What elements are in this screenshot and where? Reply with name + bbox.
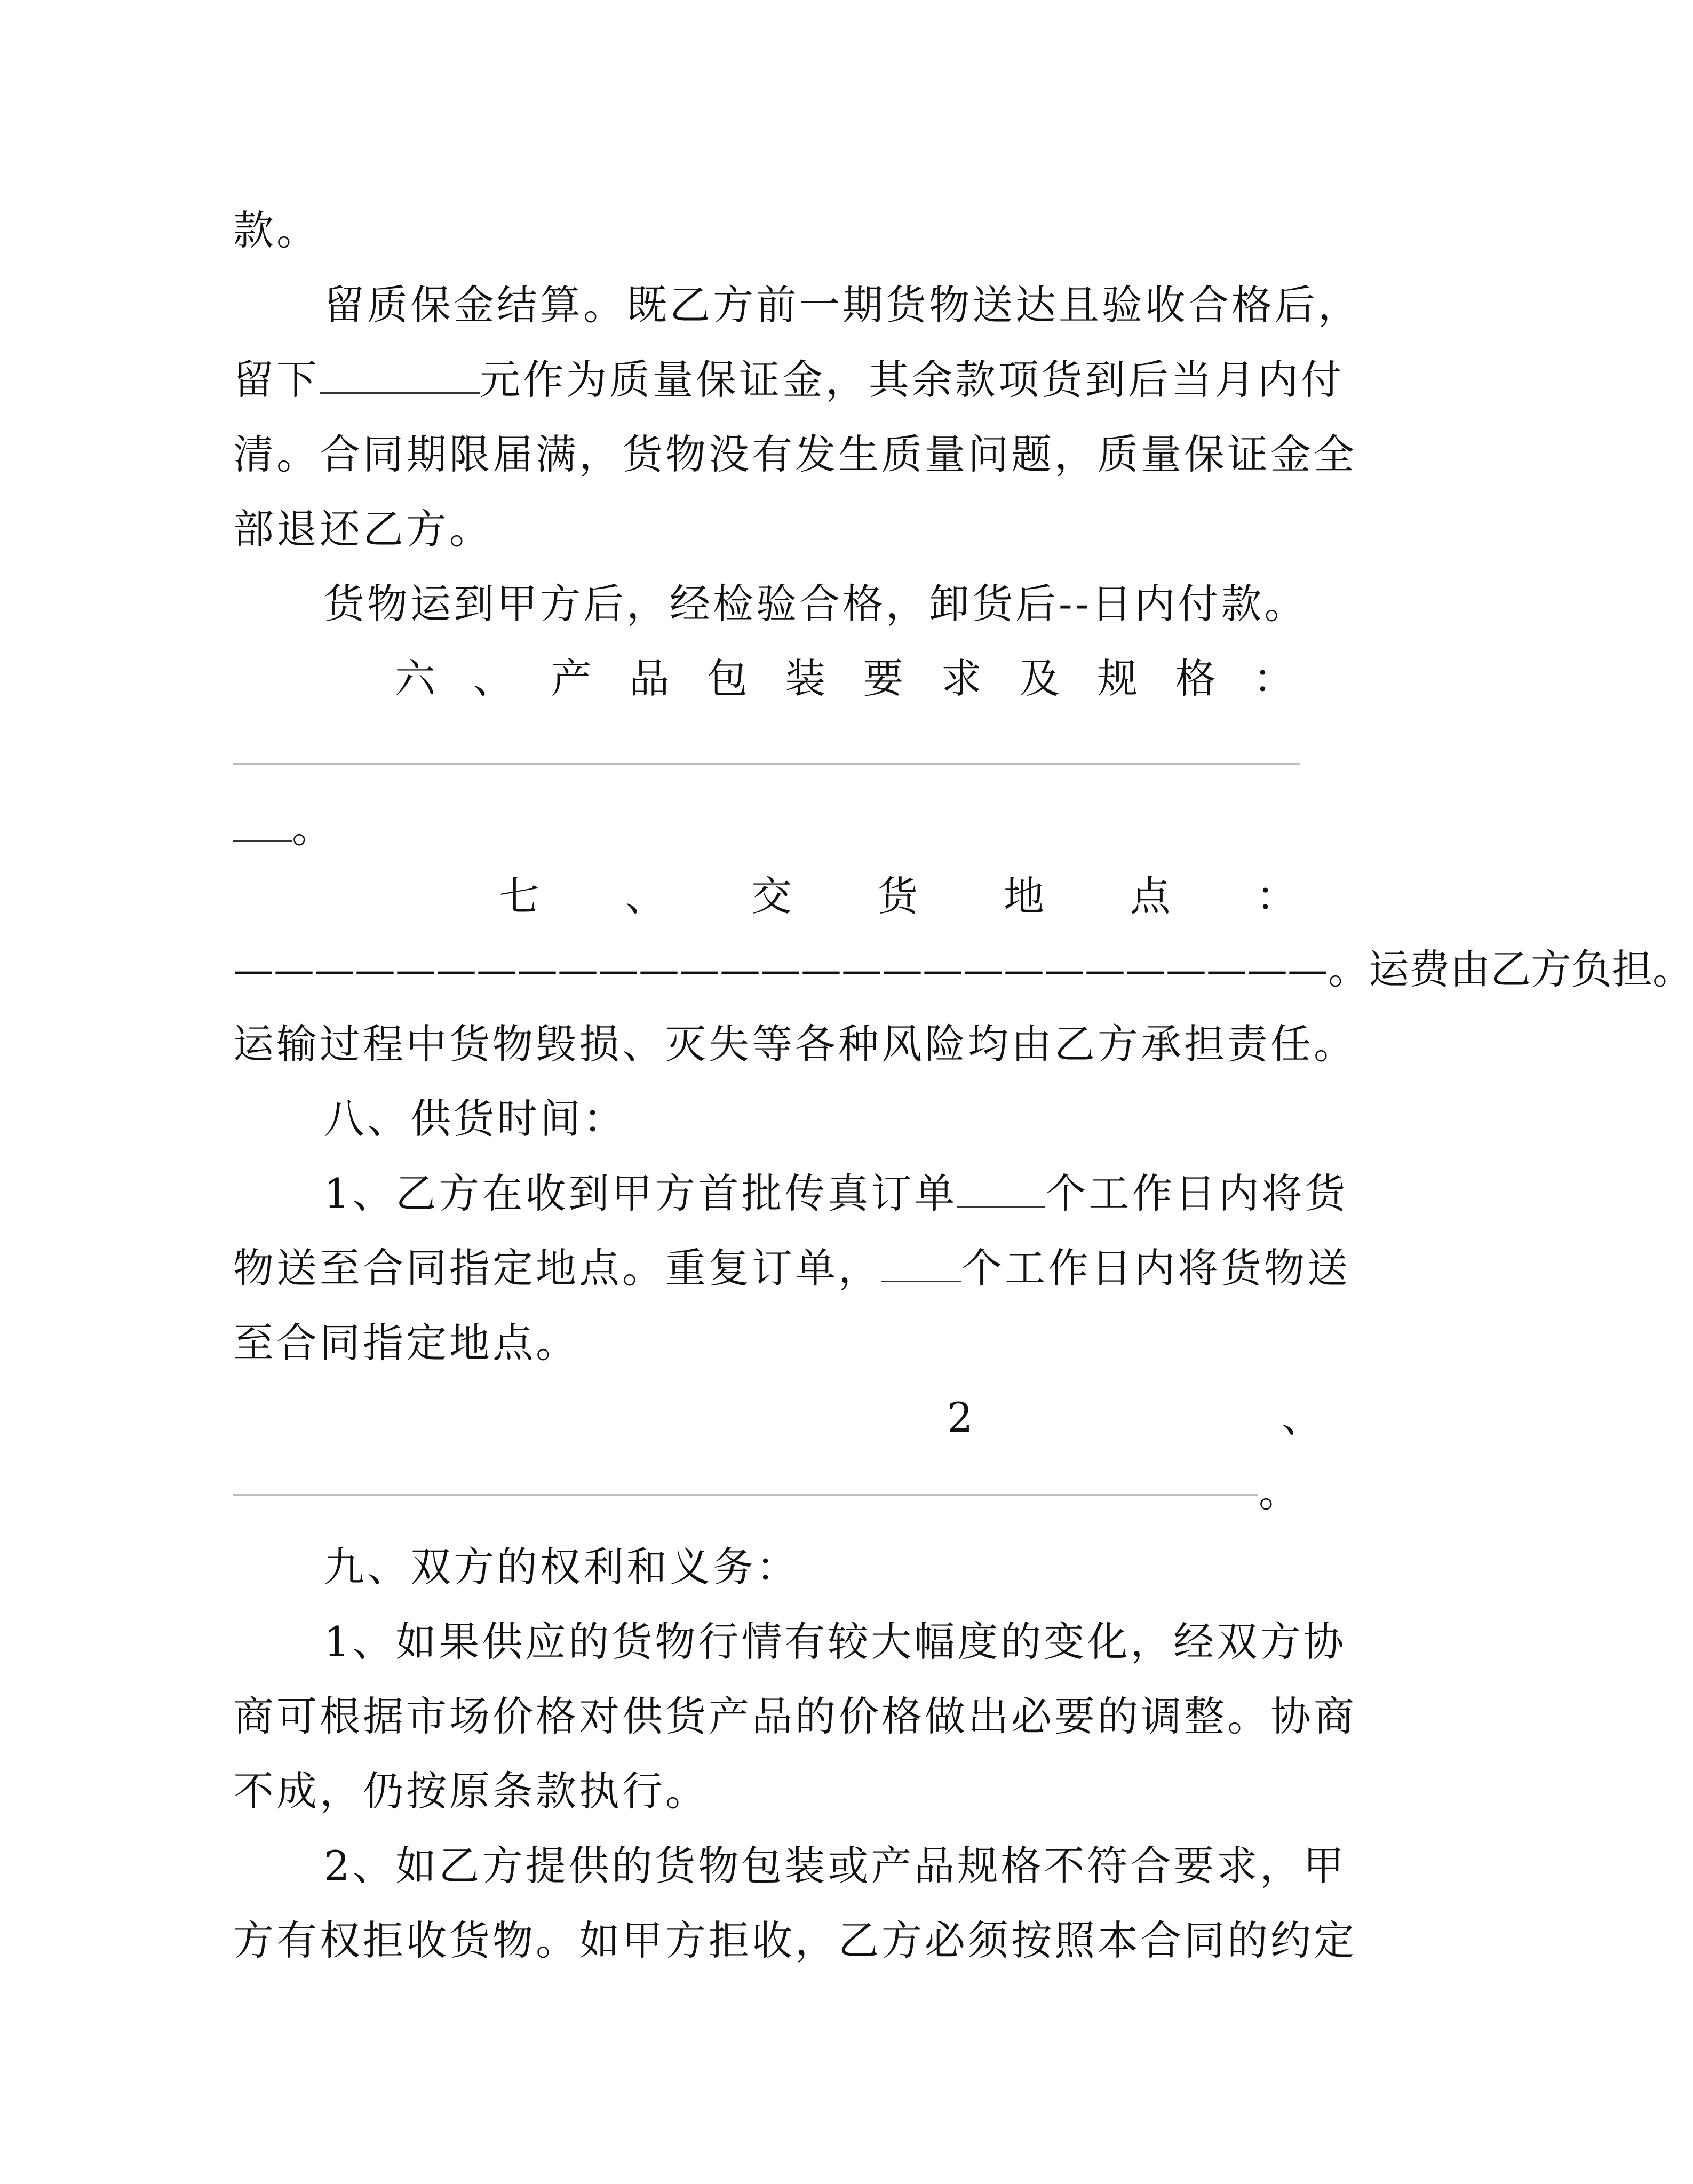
heading-char: 及: [1019, 655, 1063, 702]
fill-in-rule: [233, 763, 1300, 765]
heading-char: 要: [863, 655, 907, 702]
paragraph-line: 1、如果供应的货物行情有较大幅度的变化，经双方协: [324, 1618, 1347, 1665]
text-segment: 。: [1259, 1468, 1302, 1516]
heading-char: 产: [551, 655, 594, 702]
heading-char: 、: [625, 872, 669, 920]
fill-in-blank: [881, 1243, 961, 1282]
paragraph-line: ———————————————————————————。运费由乙方负担。: [233, 946, 1693, 993]
heading-char: 装: [785, 655, 829, 702]
paragraph-line: 部退还乙方。: [233, 505, 492, 553]
paragraph-line: [233, 1378, 1325, 1458]
text-segment: 个工作日内将货物送: [961, 1244, 1350, 1292]
text-segment: 物送至合同指定地点。重复订单，: [233, 1244, 881, 1292]
heading-char: 包: [707, 655, 751, 702]
fill-in-blank: [233, 803, 292, 842]
text-segment: 。: [292, 804, 335, 852]
heading-char: 求: [941, 655, 984, 702]
heading-char: 六: [395, 655, 438, 702]
fill-in-blank: [320, 355, 480, 394]
text-segment: 个工作日内将货: [1045, 1170, 1348, 1217]
paragraph-line: 2、如乙方提供的货物包装或产品规格不符合要求，甲: [324, 1842, 1347, 1889]
item-separator: 、: [1282, 1394, 1325, 1441]
heading-char: 规: [1097, 655, 1141, 702]
heading-char: 格: [1175, 655, 1219, 702]
heading-char: 品: [629, 655, 672, 702]
paragraph-line: 八、供货时间：: [324, 1095, 626, 1142]
paragraph-line: 方有权拒收货物。如甲方拒收，乙方必须按照本合同的约定: [233, 1917, 1357, 1964]
paragraph-line: 至合同指定地点。: [233, 1319, 579, 1367]
item-number: 2: [947, 1394, 976, 1441]
paragraph-line: 留质保金结算。既乙方前一期货物送达且验收合格后，: [324, 281, 1361, 329]
paragraph-line: 货物运到甲方后，经检验合格，卸货后--日内付款。: [324, 580, 1308, 628]
heading-char: ：: [1253, 655, 1297, 702]
heading-char: 货: [877, 872, 921, 920]
heading-char: 七: [499, 872, 542, 920]
paragraph-line: 九、双方的权利和义务：: [324, 1543, 799, 1591]
heading-char: 点: [1130, 872, 1173, 920]
heading-char: 、: [473, 655, 516, 702]
fill-in-blank: [957, 1169, 1045, 1208]
section-heading-6: [395, 639, 1297, 719]
text-segment: 元作为质量保证金，其余款项货到后当月内付: [480, 356, 1344, 403]
heading-char: 地: [1004, 872, 1047, 920]
paragraph-line: 不成，仍按原条款执行。: [233, 1767, 709, 1815]
paragraph-line: [233, 1228, 1350, 1308]
paragraph-line: [233, 1452, 1311, 1532]
text-segment: 1、乙方在收到甲方首批传真订单: [324, 1170, 958, 1217]
section-heading-7: [499, 856, 1299, 936]
paragraph-line: 款。: [233, 207, 320, 254]
paragraph-line: 清。合同期限届满，货物没有发生质量问题，质量保证金全: [233, 431, 1357, 478]
paragraph-line: 商可根据市场价格对供货产品的价格做出必要的调整。协商: [233, 1693, 1357, 1740]
paragraph-line: [233, 340, 1344, 420]
paragraph-line: 运输过程中货物毁损、灭失等各种风险均由乙方承担责任。: [233, 1020, 1357, 1068]
text-segment: 留下: [233, 356, 320, 403]
paragraph-line: [233, 1154, 1402, 1234]
heading-char: ：: [1256, 872, 1299, 920]
heading-char: 交: [751, 872, 794, 920]
